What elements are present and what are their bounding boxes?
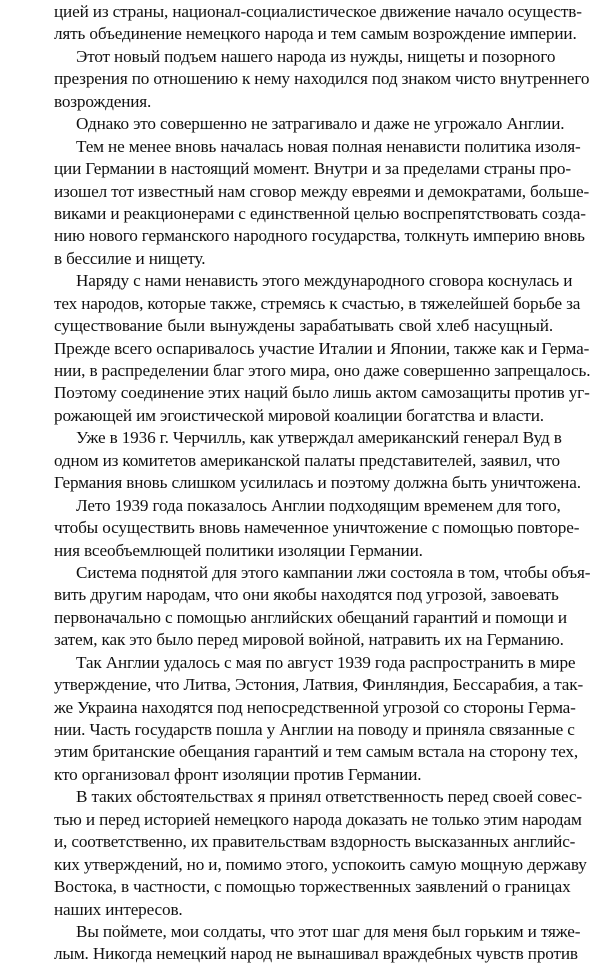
- paragraph-first-line: Система поднятой для этого кампании лжи состояла в том, чтобы объя-: [76, 562, 591, 582]
- document-page: [54, 1, 591, 966]
- text-line: наших интересов.: [54, 899, 183, 919]
- text-line: возрождения.: [54, 91, 152, 111]
- paragraph-first-line: Лето 1939 года показалось Англии подходящим временем для того,: [76, 495, 561, 515]
- text-line: же Украина находятся под непосредственной угрозой со стороны Герма-: [54, 697, 576, 717]
- text-line: нии. Часть государств пошла у Англии на поводу и приняла связанные с: [54, 720, 575, 739]
- text-line: вить другим народам, что они якобы находятся под угрозой, завоевать: [54, 585, 559, 605]
- text-line: презрения по отношению к нему находился под знаком чисто внутреннего: [54, 69, 590, 89]
- text-line: лять объединение немецкого народа и тем самым возрождение империи.: [54, 24, 577, 44]
- text-line: Прежде всего оспаривалось участие Италии и Японии, также как и Герма-: [54, 338, 590, 358]
- paragraph-first-line: Однако это совершенно не затрагивало и даже не угрожало Англии.: [76, 114, 565, 134]
- text-line: Поэтому соединение этих наций было лишь актом самозащиты против уг-: [54, 383, 590, 403]
- text-line: в бессилие и нищету.: [54, 248, 206, 268]
- text-line: существование были вынуждены зарабатывать свой хлеб насущный.: [54, 316, 553, 336]
- text-line: нии, в распределении благ этого мира, оно даже совершенно запрещалось.: [54, 361, 591, 380]
- text-line: виками и реакционерами с единственной целью воспрепятствовать созда-: [54, 203, 586, 223]
- text-line: Германия вновь слишком усилилась и поэтому должна быть уничтожена.: [54, 473, 581, 493]
- paragraph-first-line: Вы поймете, мои солдаты, что этот шаг для меня был горьким и тяже-: [76, 921, 581, 941]
- text-line: тью и перед историей немецкого народа доказать не только этим народам: [54, 809, 582, 829]
- text-line: Востока, в частности, с помощью торжественных заявлений о границах: [54, 877, 571, 897]
- text-line: ния всеобъемлющей политики изоляции Германии.: [54, 540, 423, 560]
- paragraph-first-line: Тем не менее вновь началась новая полная ненависти политика изоля-: [76, 136, 581, 156]
- text-line: чтобы осуществить вновь намеченное уничтожение с помощью повторе-: [54, 518, 580, 538]
- paragraph-first-line: Уже в 1936 г. Черчилль, как утверждал американский генерал Вуд в: [76, 428, 562, 448]
- text-line: рожающей им эгоистической мировой коалиции богатства и власти.: [54, 405, 544, 425]
- text-line: тех народов, которые также, стремясь к счастью, в тяжелейшей борьбе за: [54, 293, 581, 313]
- text-line: первоначально с помощью английских обещаний гарантий и помощи и: [54, 607, 567, 627]
- text-line: этим британские обещания гарантий и тем самым встала на сторону тех,: [54, 742, 578, 762]
- text-line: затем, как это было перед мировой войной, натравить их на Германию.: [54, 630, 564, 650]
- text-line: лым. Никогда немецкий народ не вынашивал враждебных чувств против: [54, 944, 578, 964]
- text-line: ции Германии в настоящий момент. Внутри и за пределами страны про-: [54, 159, 571, 179]
- paragraph-first-line: Так Англии удалось с мая по август 1939 года распространить в мире: [76, 652, 576, 672]
- paragraph-first-line: Наряду с нами ненависть этого международного сговора коснулась и: [76, 271, 573, 291]
- paragraph-first-line: Этот новый подъем нашего народа из нужды, нищеты и позорного: [76, 46, 556, 66]
- text-line: ких утверждений, но и, помимо этого, успокоить самую мощную державу: [54, 854, 587, 874]
- text-line: цией из страны, национал-социалистическое движение начало осуществ-: [54, 2, 582, 21]
- text-line: и, соответственно, их правительствам вздорность высказанных английс-: [54, 832, 576, 852]
- text-line: нию нового германского народного государства, толкнуть империю вновь: [54, 226, 585, 246]
- text-line: утверждение, что Литва, Эстония, Латвия, Финляндия, Бессарабия, а так-: [54, 675, 584, 695]
- text-line: изошел тот известный нам сговор между евреями и демократами, больше-: [54, 181, 590, 201]
- paragraph-first-line: В таких обстоятельствах я принял ответственность перед своей совес-: [76, 787, 582, 807]
- text-line: одном из комитетов американской палаты представителей, заявил, что: [54, 450, 560, 470]
- text-line: кто организовал фронт изоляции против Германии.: [54, 764, 422, 784]
